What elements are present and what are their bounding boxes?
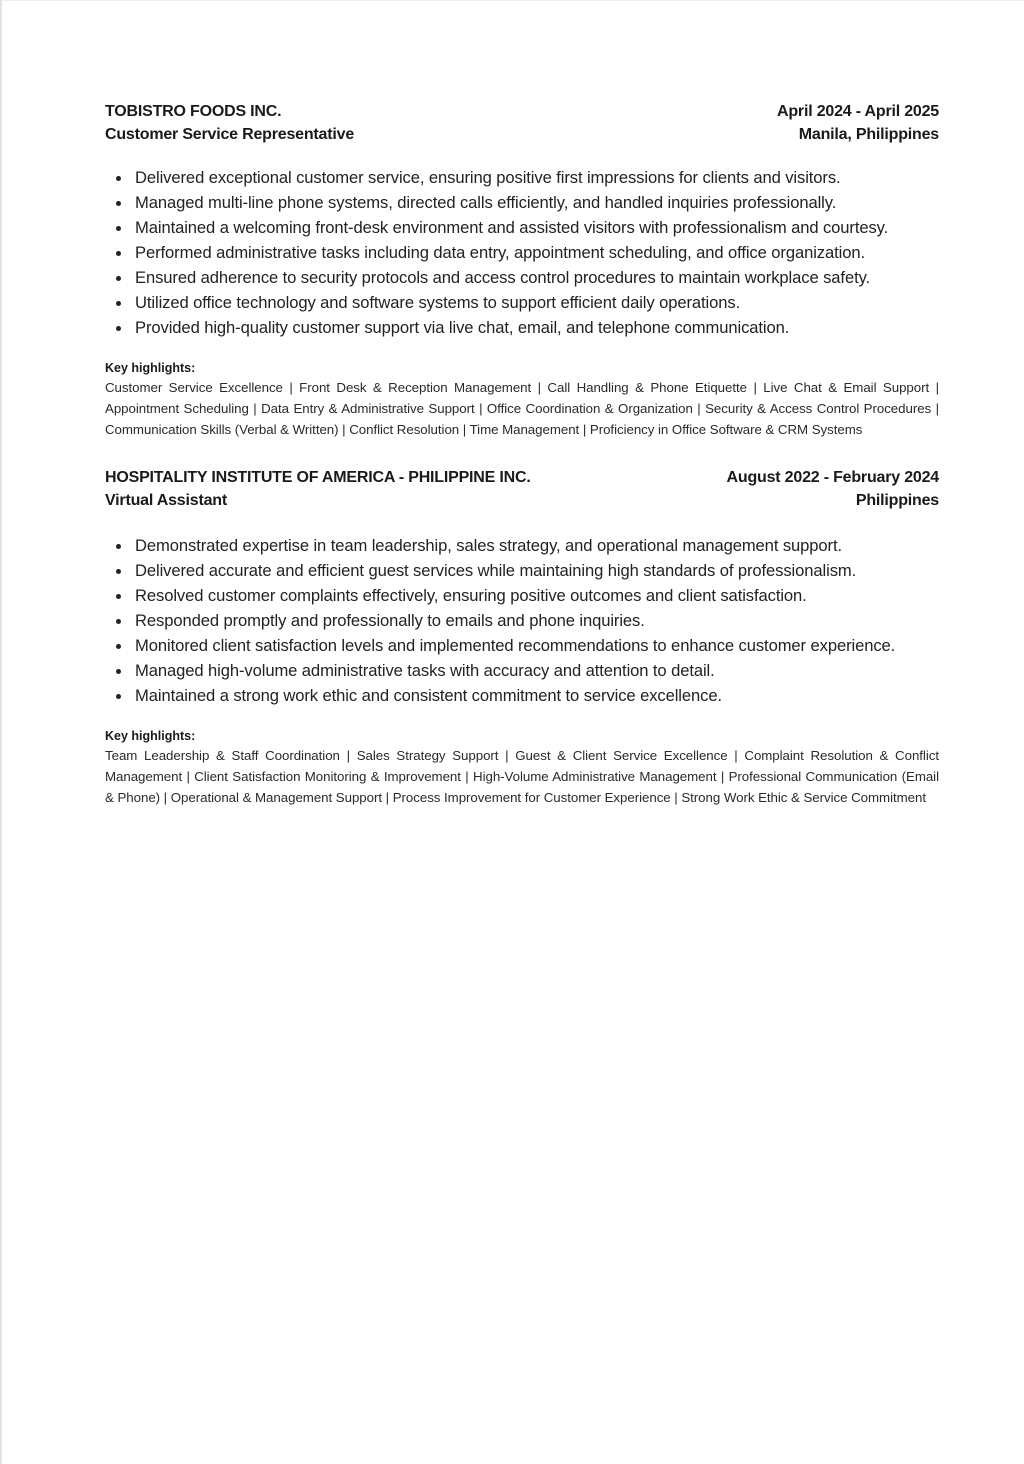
job-entry-hospitality-institute [105,466,939,808]
responsibility-text: Delivered exceptional customer service, ensuring positive first impressions for clients and visitors. [135,168,841,187]
job-entry-tobistro [105,100,939,440]
responsibility-text: Resolved customer complaints effectively, ensuring positive outcomes and client satisfaction. [135,586,807,605]
responsibility-text: Delivered accurate and efficient guest services while maintaining high standards of professionalism. [135,561,857,580]
key-highlights-text: Customer Service Excellence | Front Desk & Reception Management | Call Handling & Phone Etiquette | Live Chat & Email Support | Appointment Scheduling | Data Entry & Administrative Support | Office Coordination & Organization | Security & Access Control Procedures | Communication Skills (Verbal & Written) | Conflict Resolution | Time Management | Proficiency in Office Software & CRM Systems [105,380,939,437]
responsibility-text: Utilized office technology and software systems to support efficient daily operations. [135,293,741,312]
bullet-icon [116,301,121,306]
job-header [105,100,939,146]
job-title: Virtual Assistant [105,492,227,509]
bullet-icon [116,326,121,331]
key-highlights-heading: Key highlights: [105,361,196,375]
page-edge-left [0,0,2,1464]
responsibility-item [105,315,939,340]
company-name: HOSPITALITY INSTITUTE OF AMERICA - PHILIPPINE INC. [105,469,531,486]
job-header-left [105,466,531,512]
bullet-icon [116,594,121,599]
responsibility-item [105,683,939,708]
responsibility-text: Performed administrative tasks including data entry, appointment scheduling, and office organization. [135,243,865,262]
job-header [105,466,939,514]
responsibility-text: Managed multi-line phone systems, directed calls efficiently, and handled inquiries professionally. [135,193,837,212]
responsibility-text: Responded promptly and professionally to emails and phone inquiries. [135,611,645,630]
responsibility-item [105,165,939,190]
responsibility-item [105,215,939,240]
responsibility-item [105,533,939,558]
job-header-left [105,100,354,146]
bullet-icon [116,251,121,256]
responsibility-item [105,608,939,633]
job-dates: April 2024 - April 2025 [777,103,939,120]
responsibility-item [105,633,939,658]
bullet-icon [116,276,121,281]
job-location: Philippines [855,492,939,509]
responsibility-item [105,558,939,583]
job-header-right [727,466,939,512]
responsibility-text: Ensured adherence to security protocols and access control procedures to maintain workplace safety. [135,268,871,287]
bullet-icon [116,694,121,699]
responsibility-item [105,658,939,683]
responsibilities-list [105,533,939,708]
responsibilities-list [105,165,939,340]
responsibility-text: Maintained a welcoming front-desk environment and assisted visitors with professionalism and courtesy. [135,218,889,237]
bullet-icon [116,669,121,674]
job-header-right [777,100,939,146]
responsibility-item [105,265,939,290]
bullet-icon [116,619,121,624]
job-location: Manila, Philippines [798,126,939,143]
bullet-icon [116,569,121,574]
responsibility-text: Demonstrated expertise in team leadership, sales strategy, and operational management support. [135,536,842,555]
responsibility-item [105,190,939,215]
responsibility-text: Managed high-volume administrative tasks with accuracy and attention to detail. [135,661,715,680]
job-title: Customer Service Representative [105,126,355,143]
responsibility-text: Monitored client satisfaction levels and implemented recommendations to enhance customer experience. [135,636,896,655]
responsibility-text: Provided high-quality customer support via live chat, email, and telephone communication. [135,318,790,337]
job-dates: August 2022 - February 2024 [726,469,939,486]
responsibility-item [105,290,939,315]
responsibility-text: Maintained a strong work ethic and consistent commitment to service excellence. [135,686,722,705]
key-highlights-heading: Key highlights: [105,729,196,743]
resume-document [105,100,939,808]
bullet-icon [116,226,121,231]
responsibility-item [105,240,939,265]
company-name: TOBISTRO FOODS INC. [105,103,282,120]
responsibility-item [105,583,939,608]
bullet-icon [116,176,121,181]
key-highlights-text: Team Leadership & Staff Coordination | Sales Strategy Support | Guest & Client Service Excellence | Complaint Resolution & Conflict Management | Client Satisfaction Monitoring & Improvement | High-Volume Administrative Management | Professional Communication (Email & Phone) | Operational & Management Support | Process Improvement for Customer Experience | Strong Work Ethic & Service Commitment [105,748,939,805]
bullet-icon [116,644,121,649]
bullet-icon [116,544,121,549]
page-edge-top [0,0,1024,1]
bullet-icon [116,201,121,206]
